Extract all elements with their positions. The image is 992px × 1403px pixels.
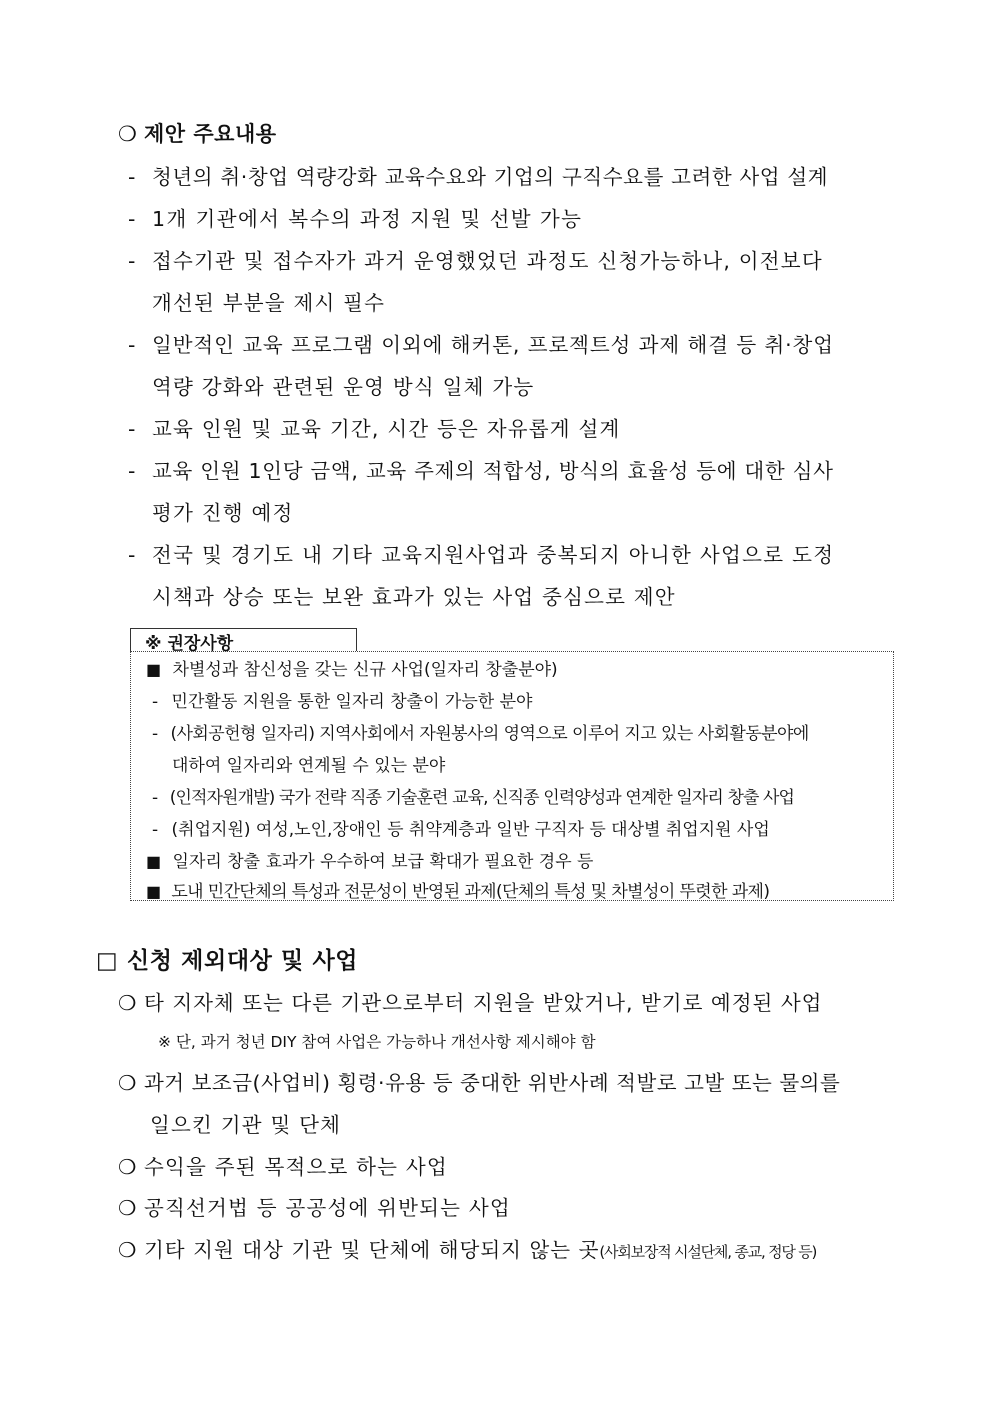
- circle-bullet-icon: ❍: [118, 1196, 138, 1220]
- recommend-title: ※ 권장사항: [145, 634, 234, 654]
- dash-mark: -: [128, 543, 137, 567]
- exclusion-item-1: ❍ 타 지자체 또는 다른 기관으로부터 지원을 받았거나, 받기로 예정된 사업: [118, 991, 823, 1015]
- recommend-line: - 민간활동 지원을 통한 일자리 창출이 가능한 분야: [152, 692, 533, 712]
- recommend-line: 대하여 일자리와 연계될 수 있는 분야: [172, 756, 446, 776]
- dash-mark: -: [152, 788, 158, 808]
- exclusion-item-3: ❍ 수익을 주된 목적으로 하는 사업: [118, 1155, 448, 1179]
- dash-mark: -: [128, 459, 137, 483]
- dash-mark: -: [152, 724, 158, 744]
- exclusion-item-2-cont: 일으킨 기관 및 단체: [150, 1113, 342, 1137]
- square-bullet-icon: ■: [146, 882, 161, 901]
- exclusion-item-5: ❍ 기타 지원 대상 기관 및 단체에 해당되지 않는 곳(사회보장적 시설단체, 종교, 정당 등): [118, 1238, 817, 1262]
- circle-bullet-icon: ❍: [118, 1238, 138, 1262]
- dash-mark: -: [128, 417, 137, 441]
- recommend-line: ■ 일자리 창출 효과가 우수하여 보급 확대가 필요한 경우 등: [146, 852, 594, 872]
- proposal-item-5: - 교육 인원 및 교육 기간, 시간 등은 자유롭게 설계: [128, 417, 621, 441]
- exclusion-heading: □ 신청 제외대상 및 사업: [96, 948, 359, 974]
- recommend-line: - (인적자원개발) 국가 전략 직종 기술훈련 교육, 신직종 인력양성과 연계한 일자리 창출 사업: [152, 788, 795, 808]
- exclusion-item-2: ❍ 과거 보조금(사업비) 횡령·유용 등 중대한 위반사례 적발로 고발 또는 물의를: [118, 1071, 841, 1095]
- circle-bullet-icon: ❍: [118, 1071, 137, 1095]
- proposal-item-4: - 일반적인 교육 프로그램 이외에 해커톤, 프로젝트성 과제 해결 등 취·창업: [128, 333, 834, 357]
- exclusion-item-5-suffix: (사회보장적 시설단체, 종교, 정당 등): [599, 1243, 817, 1261]
- proposal-item-7-cont: 시책과 상승 또는 보완 효과가 있는 사업 중심으로 제안: [152, 585, 676, 609]
- recommend-line: ■ 차별성과 참신성을 갖는 신규 사업(일자리 창출분야): [146, 660, 558, 680]
- proposal-item-1: - 청년의 취·창업 역량강화 교육수요와 기업의 구직수요를 고려한 사업 설계: [128, 165, 829, 189]
- dash-mark: -: [128, 333, 137, 357]
- square-bullet-icon: ■: [146, 852, 162, 871]
- exclusion-item-4: ❍ 공직선거법 등 공공성에 위반되는 사업: [118, 1196, 511, 1220]
- dash-mark: -: [128, 249, 137, 273]
- dash-mark: -: [128, 165, 136, 189]
- proposal-item-3-cont: 개선된 부분을 제시 필수: [152, 291, 386, 315]
- recommend-line: - (사회공헌형 일자리) 지역사회에서 자원봉사의 영역으로 이루어 지고 있는 사회활동분야에: [152, 724, 809, 744]
- exclusion-item-1-note: ※ 단, 과거 청년 DIY 참여 사업은 가능하나 개선사항 제시해야 함: [158, 1033, 596, 1051]
- circle-bullet-icon: ❍: [118, 122, 138, 146]
- proposal-item-6: - 교육 인원 1인당 금액, 교육 주제의 적합성, 방식의 효율성 등에 대한 심사: [128, 459, 834, 483]
- recommend-title-box: [130, 628, 357, 654]
- proposal-item-3: - 접수기관 및 접수자가 과거 운영했었던 과정도 신청가능하나, 이전보다: [128, 249, 823, 273]
- proposal-item-6-cont: 평가 진행 예정: [152, 501, 294, 525]
- recommend-line: - (취업지원) 여성,노인,장애인 등 취약계층과 일반 구직자 등 대상별 취업지원 사업: [152, 820, 770, 840]
- proposal-heading: ❍ 제안 주요내용: [118, 122, 277, 146]
- circle-bullet-icon: ❍: [118, 991, 138, 1015]
- recommend-line: ■ 도내 민간단체의 특성과 전문성이 반영된 과제(단체의 특성 및 차별성이 뚜렷한 과제): [146, 882, 770, 902]
- proposal-item-2: - 1개 기관에서 복수의 과정 지원 및 선발 가능: [128, 207, 583, 231]
- square-bullet-icon: ■: [146, 660, 162, 679]
- dash-mark: -: [152, 692, 159, 712]
- dash-mark: -: [128, 207, 137, 231]
- proposal-item-4-cont: 역량 강화와 관련된 운영 방식 일체 가능: [152, 375, 535, 399]
- circle-bullet-icon: ❍: [118, 1155, 138, 1179]
- proposal-item-7: - 전국 및 경기도 내 기타 교육지원사업과 중복되지 아니한 사업으로 도정: [128, 543, 835, 567]
- dash-mark: -: [152, 820, 159, 840]
